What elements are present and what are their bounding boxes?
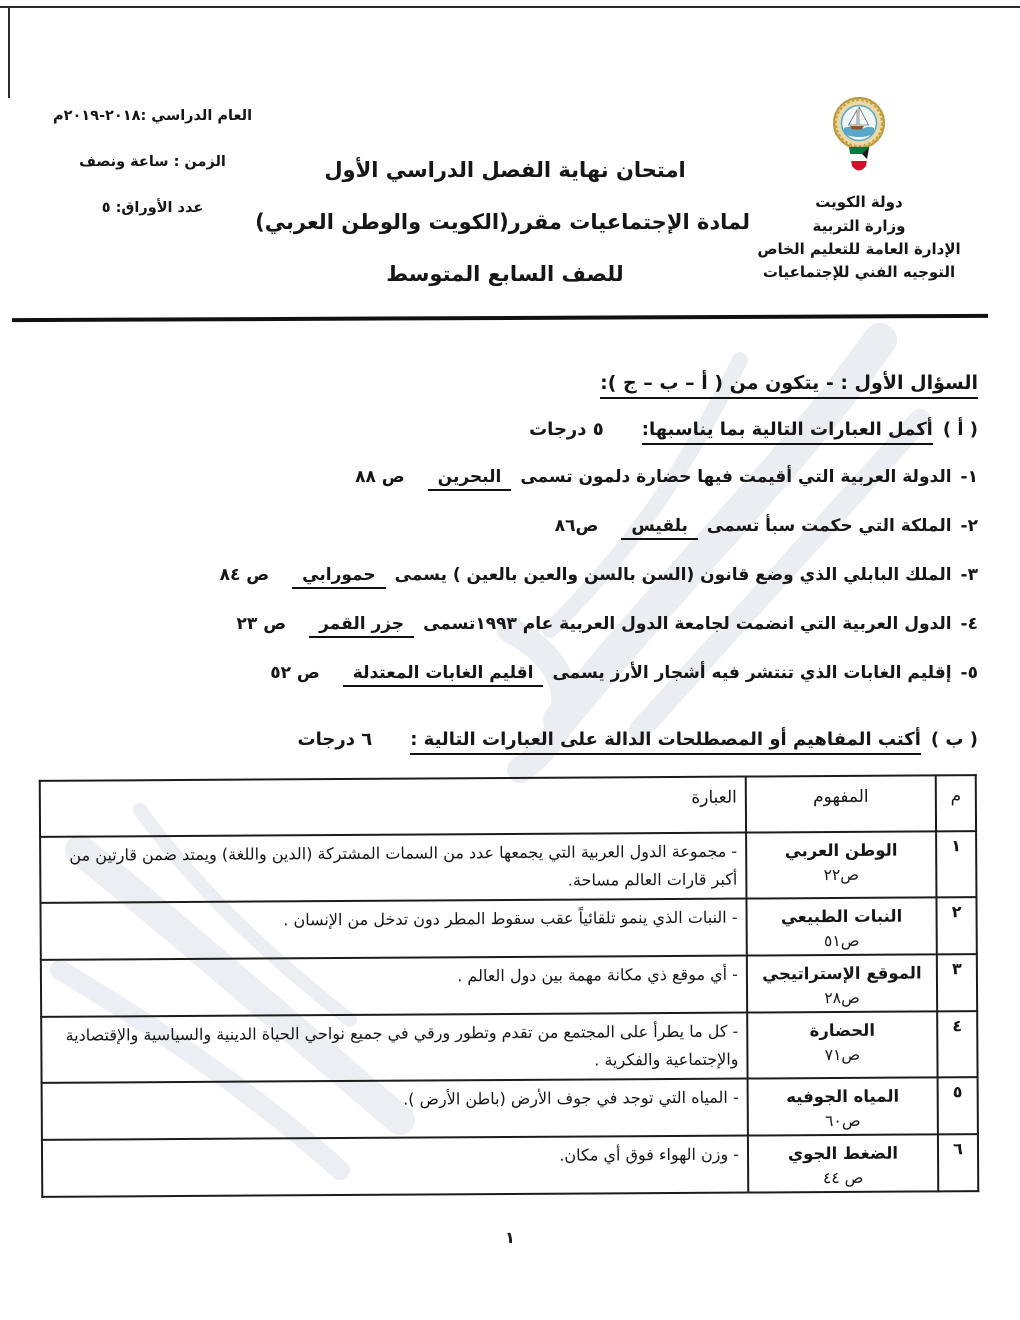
table-row <box>40 897 976 960</box>
item-answer: بلقيس <box>621 516 698 540</box>
table-row <box>40 831 976 903</box>
concept-statement: - كل ما يطرأ على المجتمع من تقدم وتطور ورقي في جميع نواحي الحياة الدينية والسياسية والإقتصادية والإجتماعية والفكرية . <box>41 1013 747 1083</box>
ministry-line: وزارة التربية <box>812 216 906 235</box>
table-header-row <box>40 775 976 837</box>
exam-title-line: لمادة الإجتماعيات مقرر(الكويت والوطن العربي) <box>255 210 750 234</box>
part-b-heading <box>36 729 978 755</box>
item-number: ٢- <box>960 516 978 536</box>
item-page-ref: ص ٥٢ <box>270 663 320 683</box>
item-text: إقليم الغابات الذي تنتشر فيه أشجار الأرز يسمى <box>552 663 952 683</box>
row-number: ٦ <box>938 1134 978 1191</box>
concept-page-ref: ص٦٠ <box>825 1111 861 1131</box>
fill-item-4 <box>36 614 978 638</box>
item-text: الدولة العربية التي أقيمت فيها حضارة دلمون تسمى <box>520 467 952 487</box>
ministry-line: الإدارة العامة للتعليم الخاص <box>757 239 961 258</box>
ministry-header <box>734 96 984 284</box>
column-header-concept: المفهوم <box>746 775 936 832</box>
table-row <box>41 954 977 1017</box>
exam-title-line: امتحان نهاية الفصل الدراسي الأول <box>324 158 686 182</box>
concept-name: الحضارة <box>809 1020 876 1041</box>
column-header-number: م <box>936 775 976 831</box>
page-number: ١ <box>505 1228 515 1247</box>
table-row <box>41 1011 977 1083</box>
concept-page-ref: ص٥١ <box>823 931 860 951</box>
question1-heading: السؤال الأول : - يتكون من ( أ – ب – ج ): <box>600 372 978 399</box>
concept-page-ref: ص٢٢ <box>823 865 860 885</box>
item-text: الدول العربية التي انضمت لجامعة الدول العربية عام ١٩٩٣تسمى <box>423 614 952 634</box>
exam-time: الزمن : ساعة ونصف <box>79 154 226 170</box>
ministry-line: دولة الكويت <box>815 193 903 212</box>
item-answer: حمورابي <box>292 565 386 589</box>
scan-edge-line <box>0 6 1020 8</box>
part-a-instruction: أكمل العبارات التالية بما يناسبها: <box>642 419 933 445</box>
item-answer: البحرين <box>428 467 512 491</box>
part-a-label: ( أ ) <box>942 419 978 440</box>
row-number: ٥ <box>938 1077 978 1134</box>
item-number: ٤- <box>960 614 978 634</box>
item-page-ref: ص ٨٤ <box>219 565 270 585</box>
item-text: الملك البابلي الذي وضع قانون (السن بالسن والعين بالعين ) يسمى <box>394 565 952 585</box>
concept-page-ref: ص٢٨ <box>824 988 860 1008</box>
concept-statement: - مجموعة الدول العربية التي يجمعها عدد من السمات المشتركة (الدين واللغة) ويمتد ضمن قارتين من أكبر قارات العالم مساحة. <box>40 833 746 903</box>
fill-item-3 <box>36 565 978 589</box>
concept-statement: - النبات الذي ينمو تلقائياً عقب سقوط المطر دون تدخل من الإنسان . <box>40 899 746 960</box>
part-b-instruction: أكتب المفاهيم أو المصطلحات الدالة على العبارات التالية : <box>410 729 921 755</box>
exam-body <box>36 372 978 1195</box>
concept-name: النبات الطبيعي <box>780 906 903 927</box>
ministry-line: التوجيه الفني للإجتماعيات <box>762 263 956 281</box>
concept-page-ref: ص٧١ <box>824 1045 861 1065</box>
concept-statement: - أي موقع ذي مكانة مهمة بين دول العالم . <box>41 956 747 1017</box>
kuwait-emblem-icon <box>734 96 984 185</box>
item-page-ref: ص ٢٣ <box>236 614 287 634</box>
fill-item-2 <box>36 516 978 540</box>
fill-item-1 <box>36 467 978 491</box>
part-b-marks: ٦ درجات <box>297 729 373 750</box>
item-text: الملكة التي حكمت سبأ تسمى <box>706 516 952 536</box>
item-number: ٣- <box>960 565 978 585</box>
concept-name: المياه الجوفيه <box>786 1086 900 1107</box>
item-number: ١- <box>960 467 978 487</box>
concept-statement: - وزن الهواء فوق أي مكان. <box>42 1136 748 1197</box>
fill-in-items <box>36 467 978 687</box>
part-b-label: ( ب ) <box>930 729 978 750</box>
sheets-count: عدد الأوراق: ٥ <box>101 200 204 216</box>
item-page-ref: ص ٨٨ <box>355 467 405 487</box>
column-header-statement: العبارة <box>40 777 746 837</box>
concept-name: الضغط الجوي <box>787 1143 899 1164</box>
header-divider <box>12 314 988 322</box>
row-number: ٤ <box>937 1011 977 1077</box>
exam-title <box>255 158 750 314</box>
concept-page-ref: ص ٤٤ <box>822 1168 864 1188</box>
item-page-ref: ص٨٦ <box>554 516 599 536</box>
item-answer: اقليم الغابات المعتدلة <box>343 663 544 687</box>
concept-name: الموقع الإستراتيجي <box>762 963 922 984</box>
scan-edge-line <box>8 6 10 98</box>
exam-meta <box>30 108 275 246</box>
part-a-heading <box>36 419 978 445</box>
concepts-table <box>39 774 980 1198</box>
item-answer: جزر القمر <box>309 614 414 638</box>
item-number: ٥- <box>960 663 978 683</box>
concept-name: الوطن العربي <box>784 840 898 861</box>
table-row <box>42 1134 978 1197</box>
concept-statement: - المياه التي توجد في جوف الأرض (باطن الأرض ). <box>42 1079 748 1140</box>
exam-title-line: للصف السابع المتوسط <box>386 262 624 286</box>
row-number: ٣ <box>937 954 977 1011</box>
fill-item-5 <box>36 663 978 687</box>
table-row <box>42 1077 978 1140</box>
school-year: العام الدراسي :٢٠١٨-٢٠١٩م <box>52 108 253 124</box>
row-number: ١ <box>936 831 976 897</box>
part-a-marks: ٥ درجات <box>529 419 604 440</box>
row-number: ٢ <box>936 897 976 954</box>
